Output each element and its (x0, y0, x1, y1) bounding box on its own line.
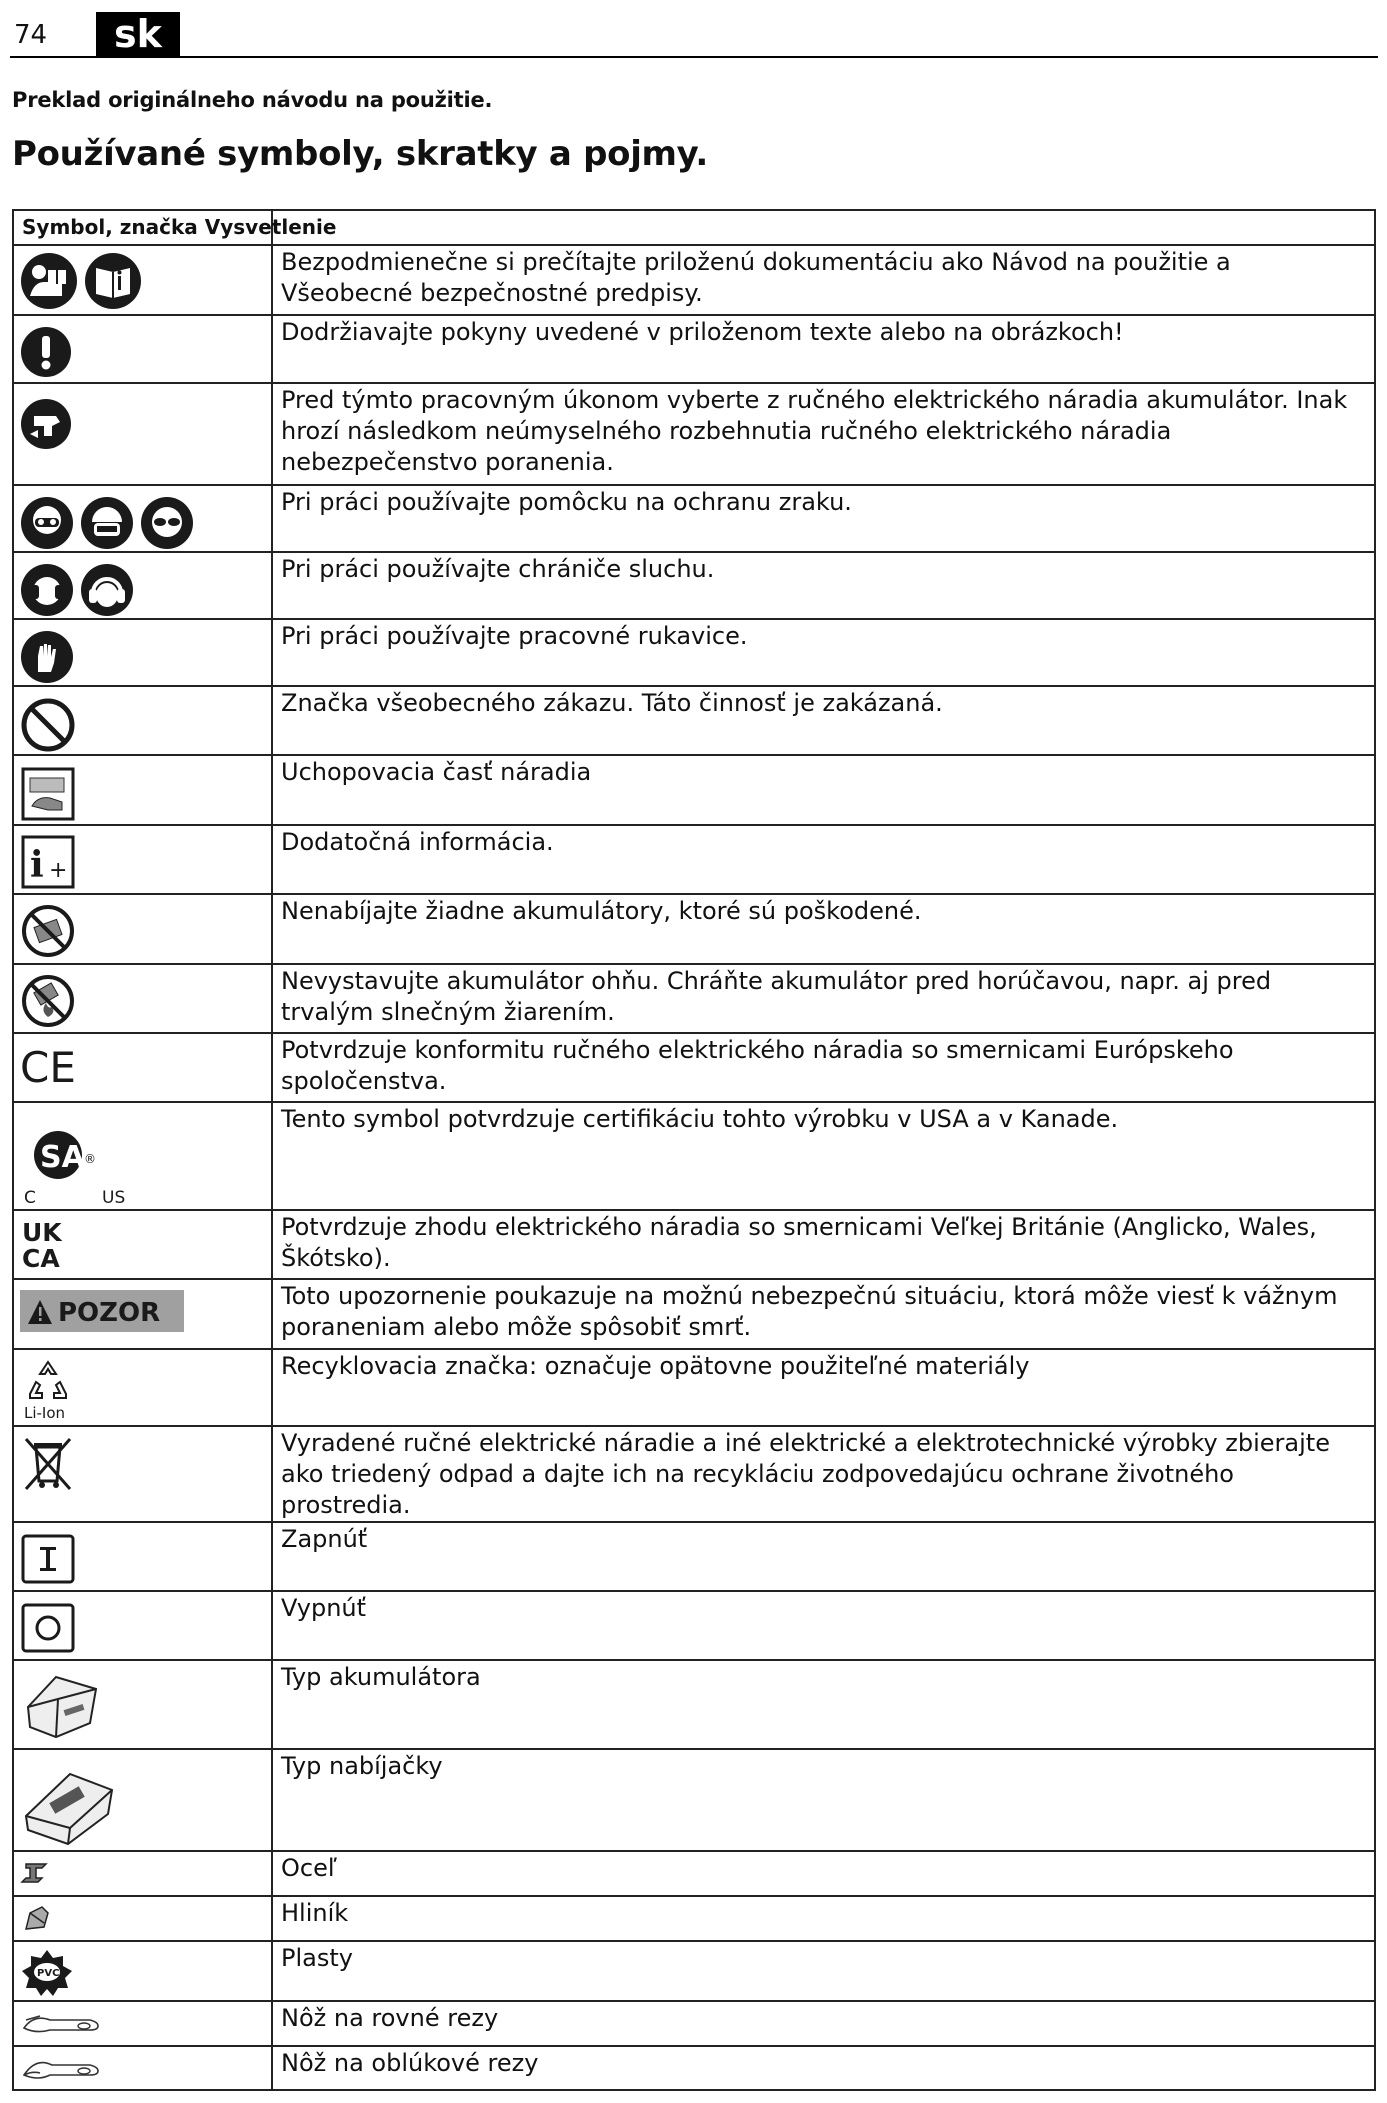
curved-blade-icon (20, 2053, 104, 2083)
row-description: Značka všeobecného zákazu. Táto činnosť je zakázaná. (272, 686, 1375, 755)
svg-text:Li-Ion: Li-Ion (24, 1404, 66, 1422)
row-description: Pred týmto pracovným úkonom vyberte z ručného elektrického náradia akumulátor. Inak hrozí následkom neúmyselného rozbehnutia ručného elektrického náradia nebezpečenstvo poranenia. (272, 383, 1375, 485)
face-shield-icon (80, 496, 134, 550)
row-description: Oceľ (272, 1851, 1375, 1896)
table-row (13, 825, 1375, 894)
table-row (13, 1102, 1375, 1210)
table-row (13, 245, 1375, 315)
svg-text:+: + (49, 858, 68, 883)
column-header-symbol: Symbol, značka Vysvetlenie (13, 210, 272, 245)
aluminium-icon (20, 1901, 54, 1935)
exclamation-icon (20, 326, 72, 378)
table-row (13, 2046, 1375, 2090)
table-header-row (13, 210, 1375, 245)
row-description: Uchopovacia časť náradia (272, 755, 1375, 825)
table-row (13, 1210, 1375, 1279)
table-row (13, 383, 1375, 485)
row-description: Nôž na oblúkové rezy (272, 2046, 1375, 2090)
svg-text:i: i (30, 844, 44, 886)
power-on-icon (20, 1533, 76, 1585)
table-row (13, 1851, 1375, 1896)
svg-text:POZOR: POZOR (58, 1298, 161, 1328)
column-header-explanation: Vysvetlenie (204, 215, 337, 239)
row-description: Potvrdzuje zhodu elektrického náradia so smernicami Veľkej Británie (Anglicko, Wales, Škótsko). (272, 1210, 1375, 1279)
row-description: Vyradené ručné elektrické náradie a iné elektrické a elektrotechnické výrobky zbierajte ako triedený odpad a dajte ich na recykláciu zodpovedajúcu ochrane životného prostredia. (272, 1426, 1375, 1522)
no-fire-battery-icon (20, 973, 76, 1029)
gloves-icon (20, 630, 74, 684)
table-row (13, 1033, 1375, 1102)
pvc-plastic-icon (20, 1948, 74, 1996)
recycling-li-ion-icon (20, 1356, 76, 1422)
symbols-table (12, 209, 1376, 2091)
row-description: Zapnúť (272, 1522, 1375, 1591)
row-description: Recyklovacia značka: označuje opätovne použiteľné materiály (272, 1349, 1375, 1426)
weee-bin-icon (20, 1433, 76, 1493)
svg-text:®: ® (84, 1152, 96, 1166)
goggles-icon (20, 496, 74, 550)
svg-text:UK: UK (22, 1218, 62, 1247)
table-row (13, 894, 1375, 964)
row-description: Plasty (272, 1941, 1375, 2001)
no-damaged-battery-icon (20, 903, 76, 959)
csa-mark-icon (20, 1111, 140, 1207)
steel-icon (20, 1856, 54, 1890)
row-description: Pri práci používajte pracovné rukavice. (272, 619, 1375, 686)
earmuffs-icon (80, 563, 134, 617)
safety-glasses-icon (140, 496, 194, 550)
warning-label-icon (20, 1290, 184, 1332)
row-description: Nevystavujte akumulátor ohňu. Chráňte akumulátor pred horúčavou, napr. aj pred trvalým slnečným žiarením. (272, 964, 1375, 1033)
page-title: Používané symboly, skratky a pojmy. (12, 134, 709, 174)
table-row (13, 315, 1375, 383)
table-row (13, 964, 1375, 1033)
battery-pack-icon (20, 1667, 102, 1743)
page-subtitle: Preklad originálneho návodu na použitie. (12, 88, 493, 112)
table-row (13, 1279, 1375, 1349)
remove-battery-icon (20, 398, 72, 450)
table-row (13, 619, 1375, 686)
table-row (13, 485, 1375, 552)
row-description: Hliník (272, 1896, 1375, 1941)
row-description: Pri práci používajte pomôcku na ochranu zraku. (272, 485, 1375, 552)
row-description: Pri práci používajte chrániče sluchu. (272, 552, 1375, 619)
manual-book-icon (84, 252, 142, 310)
info-plus-icon (20, 834, 76, 890)
row-description: Toto upozornenie poukazuje na možnú nebezpečnú situáciu, ktorá môže viesť k vážnym poraneniam alebo môže spôsobiť smrť. (272, 1279, 1375, 1349)
page-number: 74 (14, 20, 48, 50)
row-description: Dodatočná informácia. (272, 825, 1375, 894)
straight-blade-icon (20, 2008, 104, 2038)
row-description: Bezpodmienečne si prečítajte priloženú dokumentáciu ako Návod na použitie a Všeobecné bezpečnostné predpisy. (272, 245, 1375, 315)
grip-surface-icon (20, 766, 76, 822)
prohibition-icon (20, 697, 76, 753)
table-row (13, 1896, 1375, 1941)
table-row (13, 1749, 1375, 1851)
svg-text:CA: CA (22, 1244, 60, 1271)
read-manual-icon (20, 252, 78, 310)
row-description: Typ nabíjačky (272, 1749, 1375, 1851)
table-row (13, 1349, 1375, 1426)
power-off-icon (20, 1602, 76, 1654)
table-row (13, 2001, 1375, 2046)
table-row (13, 1426, 1375, 1522)
svg-text:CE: CE (20, 1044, 76, 1088)
table-row (13, 1591, 1375, 1660)
row-description: Tento symbol potvrdzuje certifikáciu tohto výrobku v USA a v Kanade. (272, 1102, 1375, 1210)
ear-protection-icon (20, 563, 74, 617)
svg-text:US: US (102, 1188, 126, 1207)
row-description: Vypnúť (272, 1591, 1375, 1660)
svg-text:PVC: PVC (37, 1968, 60, 1979)
table-row (13, 1522, 1375, 1591)
ukca-mark-icon (20, 1217, 68, 1271)
charger-icon (20, 1758, 116, 1848)
ce-mark-icon (20, 1044, 80, 1088)
table-row (13, 686, 1375, 755)
row-description: Dodržiavajte pokyny uvedené v priloženom texte alebo na obrázkoch! (272, 315, 1375, 383)
table-row (13, 755, 1375, 825)
row-description: Nôž na rovné rezy (272, 2001, 1375, 2046)
table-row (13, 1660, 1375, 1749)
svg-text:C: C (24, 1188, 36, 1207)
header-rule (10, 56, 1378, 58)
table-row (13, 1941, 1375, 2001)
row-description: Nenabíjajte žiadne akumulátory, ktoré sú poškodené. (272, 894, 1375, 964)
row-description: Potvrdzuje konformitu ručného elektrického náradia so smernicami Európskeho spoločenstva. (272, 1033, 1375, 1102)
svg-text:SA: SA (40, 1140, 85, 1175)
language-badge: sk (96, 12, 180, 57)
table-row (13, 552, 1375, 619)
row-description: Typ akumulátora (272, 1660, 1375, 1749)
